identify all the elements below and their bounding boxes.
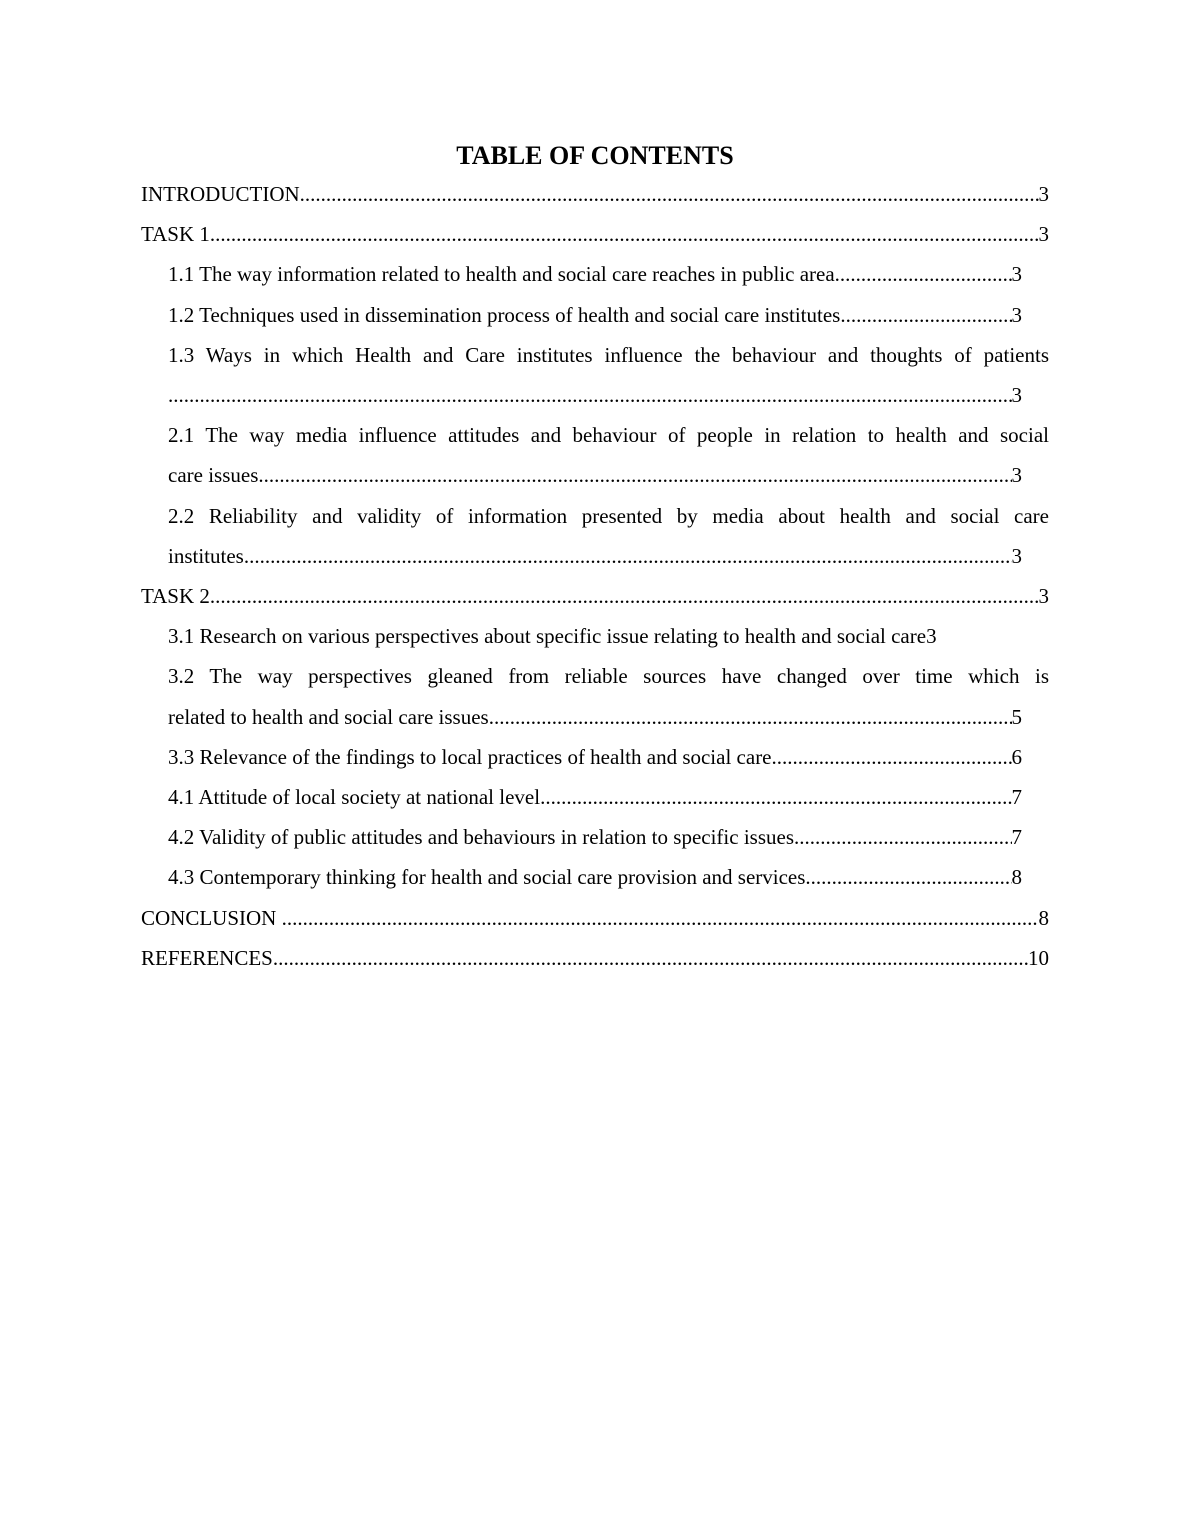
toc-entry-3-2[interactable]	[168, 656, 1049, 736]
toc-entry-label-cont: related to health and social care issues	[168, 704, 489, 729]
dot-leader	[794, 817, 1012, 857]
toc-entry-label: REFERENCES	[141, 945, 273, 970]
dot-leader	[168, 375, 1012, 415]
dot-leader	[210, 576, 1039, 616]
toc-entry-3-3[interactable]	[168, 737, 1022, 777]
toc-entry-task-2[interactable]	[141, 576, 1049, 616]
toc-entry-continuation	[168, 697, 1022, 737]
toc-entry-label: 4.3 Contemporary thinking for health and social care provision and services	[168, 865, 806, 890]
dot-leader	[210, 214, 1039, 254]
toc-page-number: 3	[1011, 302, 1022, 327]
dot-leader	[244, 536, 1012, 576]
dot-leader	[772, 737, 1012, 777]
dot-leader	[258, 455, 1011, 495]
toc-entry-label: 4.1 Attitude of local society at national level	[168, 785, 541, 810]
toc-entry-2-2[interactable]	[168, 496, 1049, 576]
dot-leader	[300, 174, 1039, 214]
toc-entry-label: 3.3 Relevance of the findings to local practices of health and social care	[168, 744, 772, 769]
toc-entry-introduction[interactable]	[141, 174, 1049, 214]
toc-entry-label: 3.2 The way perspectives gleaned from reliable sources have changed over time which is	[168, 664, 1049, 689]
toc-page-number: 3	[1038, 182, 1049, 206]
toc-entry-task-1[interactable]	[141, 214, 1049, 254]
toc-entry-label: 3.1 Research on various perspectives about specific issue relating to health and social care	[168, 624, 927, 649]
toc-entry-2-1[interactable]	[168, 415, 1049, 495]
toc-entry-label: 4.2 Validity of public attitudes and behaviours in relation to specific issues	[168, 825, 794, 850]
toc-page-number: 3	[1038, 222, 1049, 247]
dot-leader	[840, 295, 1011, 335]
dot-leader	[282, 898, 1039, 938]
document-page	[141, 138, 1049, 978]
toc-page-number: 3	[926, 624, 937, 649]
toc-entry-label: 2.2 Reliability and validity of information presented by media about health and social care	[168, 503, 1049, 528]
toc-entry-label: 2.1 The way media influence attitudes and behaviour of people in relation to health and social	[168, 423, 1049, 448]
toc-entry-label: INTRODUCTION	[141, 182, 300, 206]
dot-leader	[273, 938, 1028, 978]
toc-page-number: 7	[1011, 785, 1022, 810]
toc-page-number: 5	[1011, 704, 1022, 729]
toc-page-number: 10	[1028, 945, 1049, 970]
toc-page-number: 3	[1011, 463, 1022, 488]
toc-entry-label: 1.3 Ways in which Health and Care institutes influence the behaviour and thoughts of patients	[168, 342, 1049, 367]
toc-entry-continuation	[168, 375, 1022, 415]
toc-entry-label: 1.1 The way information related to health and social care reaches in public area	[168, 262, 835, 287]
toc-list	[141, 174, 1049, 978]
toc-entry-label-cont: care issues	[168, 463, 259, 488]
toc-entry-label: TASK 2	[141, 584, 210, 609]
toc-entry-label: 1.2 Techniques used in dissemination process of health and social care institutes	[168, 302, 841, 327]
toc-page-number: 8	[1038, 905, 1049, 930]
toc-entry-continuation	[168, 455, 1022, 495]
toc-entry-label: CONCLUSION	[141, 905, 282, 930]
toc-page-number: 3	[1011, 543, 1022, 568]
toc-entry-references[interactable]	[141, 938, 1049, 978]
toc-page-number: 3	[1011, 383, 1022, 408]
toc-entry-continuation	[168, 536, 1022, 576]
toc-entry-4-2[interactable]	[168, 817, 1022, 857]
dot-leader	[540, 777, 1011, 817]
toc-title: TABLE OF CONTENTS	[456, 141, 734, 170]
toc-page-number: 8	[1011, 865, 1022, 890]
toc-page-number: 6	[1011, 744, 1022, 769]
dot-leader	[489, 697, 1012, 737]
toc-entry-label-cont: institutes	[168, 543, 244, 568]
toc-page-number: 3	[1038, 584, 1049, 609]
toc-entry-1-2[interactable]	[168, 295, 1022, 335]
toc-entry-label: TASK 1	[141, 222, 210, 247]
toc-entry-4-1[interactable]	[168, 777, 1022, 817]
toc-entry-1-3[interactable]	[168, 335, 1049, 415]
toc-page-number: 7	[1011, 825, 1022, 850]
toc-page-number: 3	[1011, 262, 1022, 287]
toc-entry-conclusion[interactable]	[141, 898, 1049, 938]
dot-leader	[805, 857, 1011, 897]
toc-entry-1-1[interactable]	[168, 254, 1022, 294]
dot-leader	[835, 254, 1012, 294]
toc-entry-3-1[interactable]	[168, 616, 1022, 656]
toc-entry-4-3[interactable]	[168, 857, 1022, 897]
